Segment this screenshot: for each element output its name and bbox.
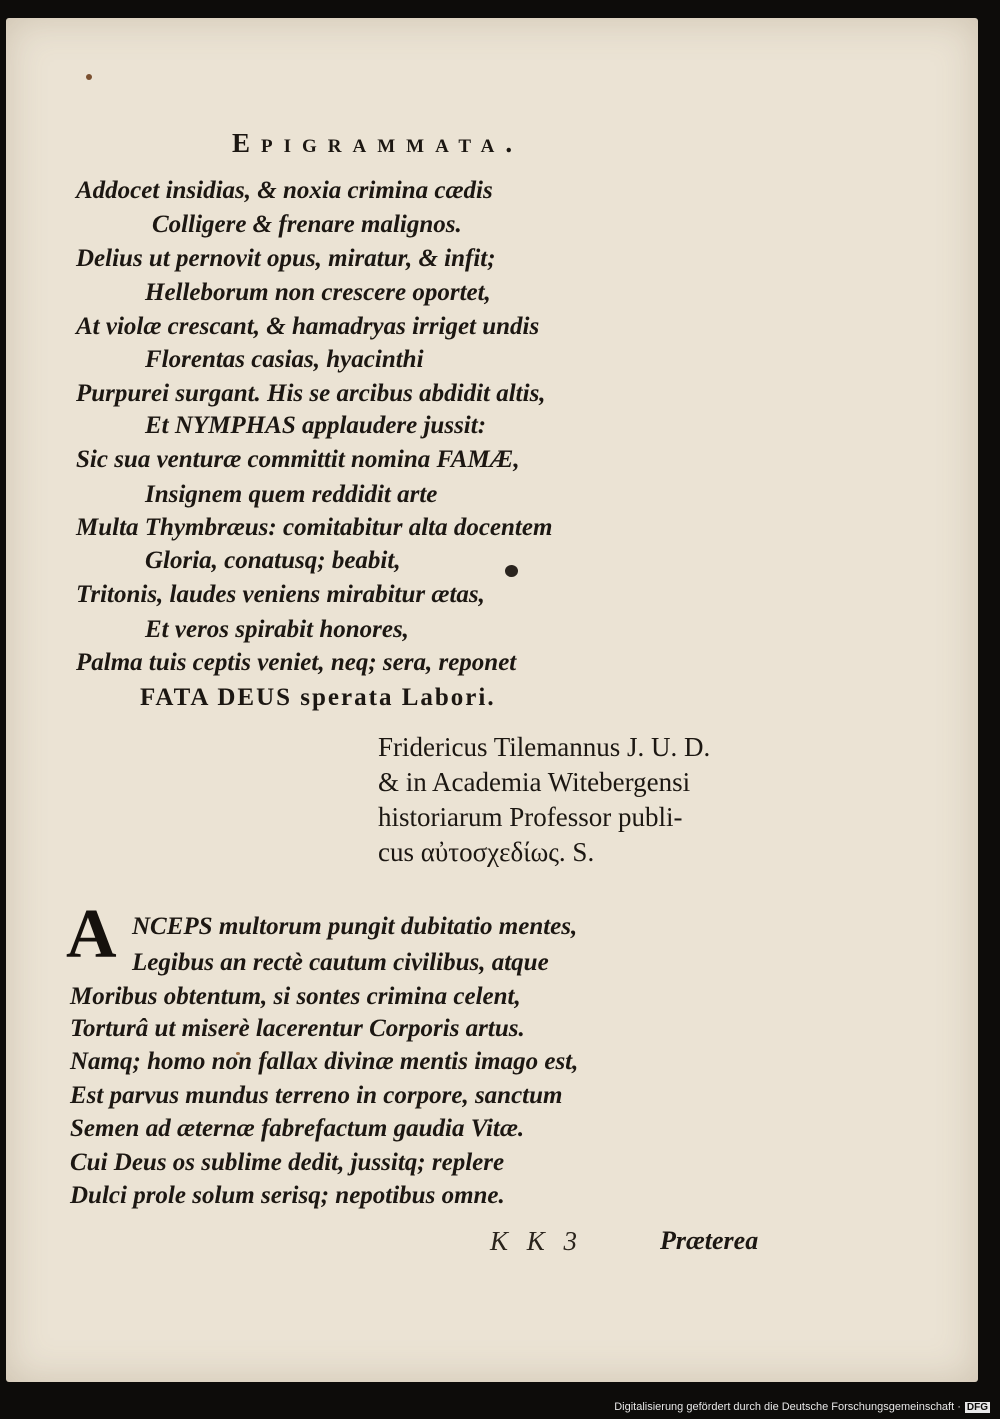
verse-line: Torturâ ut miserè lacerentur Corporis artus. — [70, 1015, 525, 1042]
verse-line: Tritonis, laudes veniens mirabitur ætas, — [76, 581, 485, 608]
credit-text: Digitalisierung gefördert durch die Deutsche Forschungsgemeinschaft · — [614, 1401, 961, 1413]
verse-line: Helleborum non crescere oportet, — [145, 279, 491, 306]
verse-line: Purpurei surgant. His se arcibus abdidit altis, — [76, 380, 546, 407]
verse-line: Delius ut pernovit opus, miratur, & infit; — [76, 245, 496, 272]
verse-line: Semen ad æternæ fabrefactum gaudia Vitæ. — [70, 1115, 525, 1142]
verse-line: Cui Deus os sublime dedit, jussitq; replere — [70, 1149, 505, 1176]
verse-line: NCEPS multorum pungit dubitatio mentes, — [132, 913, 578, 940]
verse-line: Et veros spirabit honores, — [145, 616, 409, 643]
signature-line: Fridericus Tilemannus J. U. D. — [378, 732, 711, 762]
verse-line: FATA DEUS sperata Labori. — [140, 684, 496, 711]
ink-fleck — [86, 74, 92, 80]
digitization-credit — [614, 1401, 990, 1413]
verse-line: Florentas casias, hyacinthi — [145, 346, 424, 373]
ink-blot — [505, 565, 518, 577]
verse-line: Et NYMPHAS applaudere jussit: — [145, 412, 487, 439]
verse-line: Dulci prole solum serisq; nepotibus omne. — [70, 1182, 505, 1209]
verse-line: Moribus obtentum, si sontes crimina celent, — [70, 983, 521, 1010]
page-header: Epigrammata. — [232, 128, 524, 158]
verse-line: Insignem quem reddidit arte — [145, 481, 438, 508]
catchword: Præterea — [660, 1226, 759, 1255]
verse-line: Namq; homo non fallax divinæ mentis imago est, — [70, 1048, 579, 1075]
verse-line: Addocet insidias, & noxia crimina cædis — [76, 177, 493, 204]
signature-mark: K K 3 — [490, 1226, 584, 1256]
dfg-logo: DFG — [966, 1402, 988, 1413]
verse-line: Multa Thymbræus: comitabitur alta docentem — [76, 514, 553, 541]
author-signature — [378, 730, 710, 870]
drop-capital: A — [66, 896, 117, 973]
verse-line: Est parvus mundus terreno in corpore, sanctum — [70, 1082, 563, 1109]
signature-line: historiarum Professor publi- — [378, 802, 683, 832]
verse-line: Legibus an rectè cautum civilibus, atque — [132, 949, 549, 976]
verse-line: Gloria, conatusq; beabit, — [145, 547, 401, 574]
verse-line: Palma tuis ceptis veniet, neq; sera, reponet — [76, 649, 517, 676]
verse-line: Sic sua venturæ committit nomina FAMÆ, — [76, 446, 520, 473]
verse-line: Colligere & frenare malignos. — [152, 211, 462, 238]
signature-line: cus αὐτοσχεδίως. S. — [378, 837, 595, 867]
signature-line: & in Academia Witebergensi — [378, 767, 691, 797]
verse-line: At violæ crescant, & hamadryas irriget undis — [76, 313, 540, 340]
